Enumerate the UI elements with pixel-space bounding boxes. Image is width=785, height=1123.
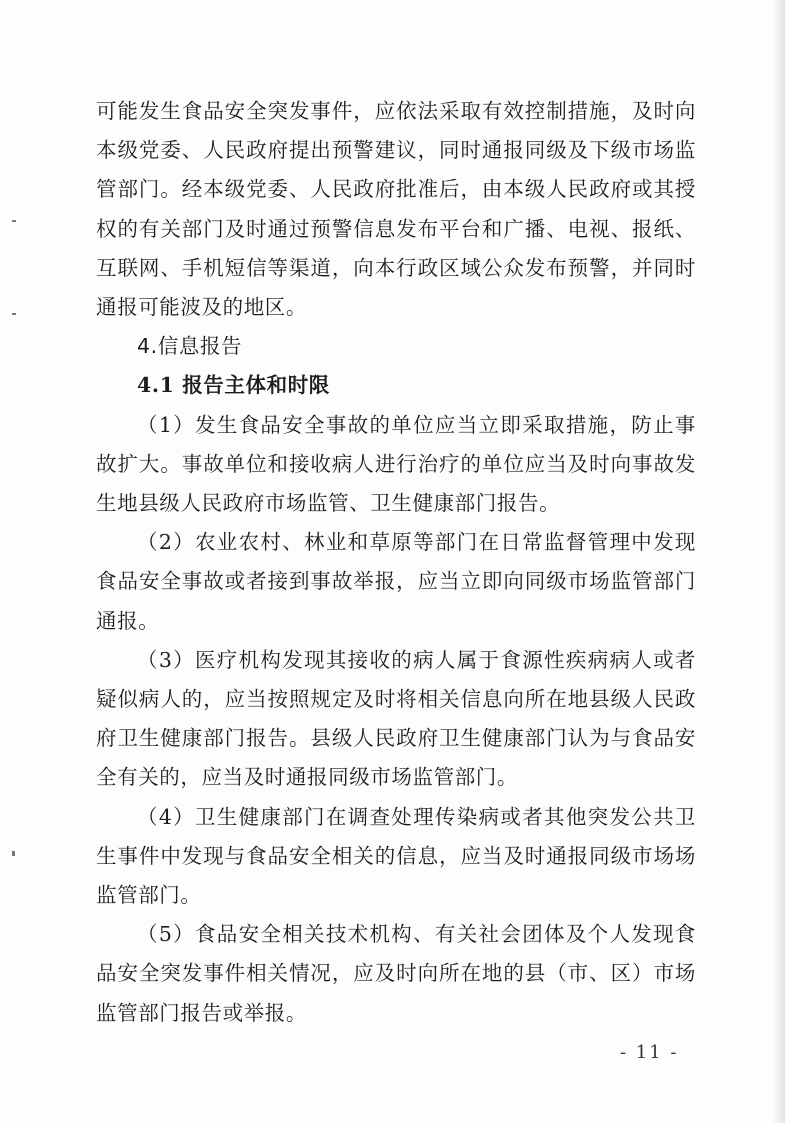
subsection-heading: 4.1 报告主体和时限 xyxy=(137,373,330,398)
document-body xyxy=(96,92,696,1033)
page-number: - 11 - xyxy=(620,1042,679,1063)
scan-margin-mark xyxy=(12,851,15,856)
scan-margin-mark xyxy=(12,220,16,222)
scan-margin-mark xyxy=(12,313,16,315)
list-item-1: （1）发生食品安全事故的单位应当立即采取措施，防止事故扩大。事故单位和接收病人进行治疗的单位应当及时向事故发生地县级人民政府市场监管、卫生健康部门报告。 xyxy=(96,412,696,516)
list-item-4: （4）卫生健康部门在调查处理传染病或者其他突发公共卫生事件中发现与食品安全相关的信息，应当及时通报同级市场场监管部门。 xyxy=(96,804,696,908)
paragraph-continuation: 可能发生食品安全突发事件，应依法采取有效控制措施，及时向本级党委、人民政府提出预警建议，同时通报同级及下级市场监管部门。经本级党委、人民政府批准后，由本级人民政府或其授权的有关部门及时通过预警信息发布平台和广播、电视、报纸、互联网、手机短信等渠道，向本行政区域公众发布预警，并同时通报可能波及的地区。 xyxy=(96,99,696,320)
scan-edge-shadow xyxy=(771,0,785,1123)
list-item-3: （3）医疗机构发现其接收的病人属于食源性疾病病人或者疑似病人的，应当按照规定及时将相关信息向所在地县级人民政府卫生健康部门报告。县级人民政府卫生健康部门认为与食品安全有关的，应当及时通报同级市场监管部门。 xyxy=(96,647,696,790)
list-item-5: （5）食品安全相关技术机构、有关社会团体及个人发现食品安全突发事件相关情况，应及时向所在地的县（市、区）市场监管部门报告或举报。 xyxy=(96,922,696,1025)
section-heading: 4.信息报告 xyxy=(137,334,243,359)
list-item-2: （2）农业农村、林业和草原等部门在日常监督管理中发现食品安全事故或者接到事故举报，应当立即向同级市场监管部门通报。 xyxy=(96,530,696,633)
